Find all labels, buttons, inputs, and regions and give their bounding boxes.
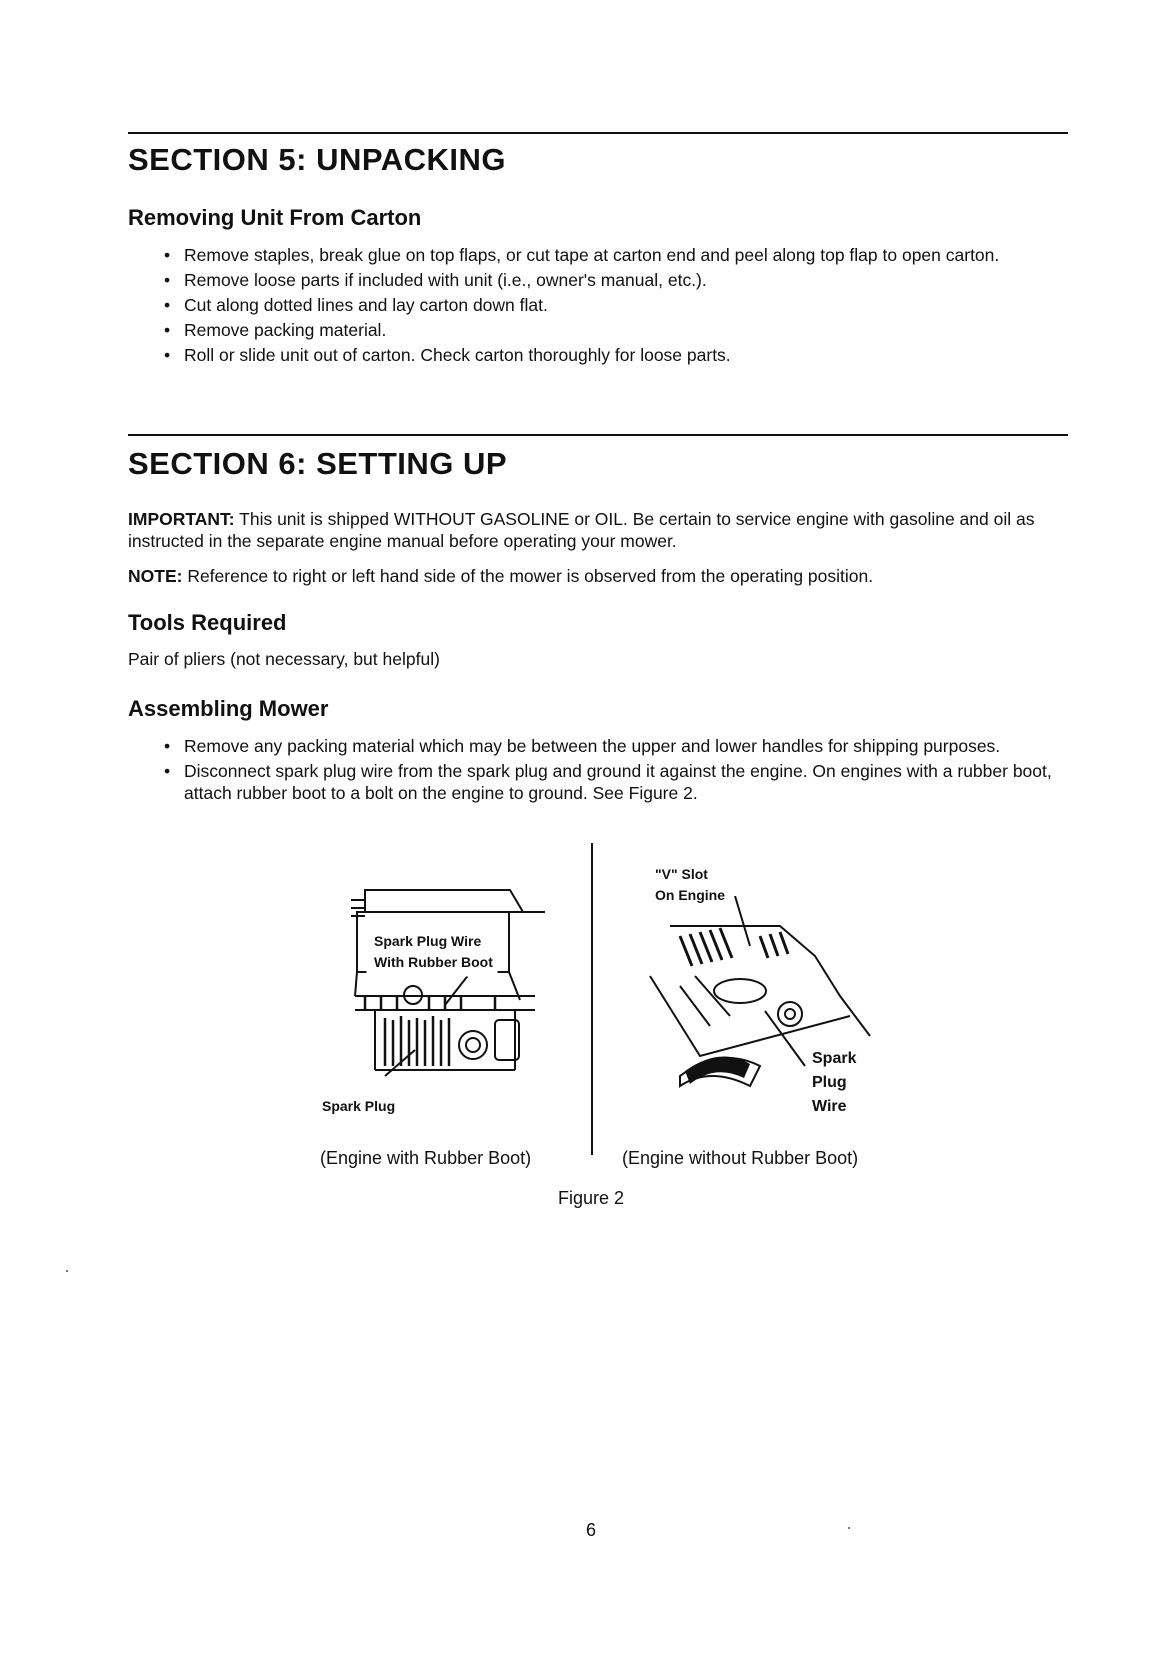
list-item: • Roll or slide unit out of carton. Check carton thoroughly for loose parts. (160, 344, 1070, 366)
list-item: • Cut along dotted lines and lay carton down flat. (160, 294, 1070, 316)
important-text: This unit is shipped WITHOUT GASOLINE or OIL. Be certain to service engine with gasoline and oil as instructed in the separate engine manual before operating your mower. (128, 509, 1035, 551)
important-notice (128, 508, 1068, 552)
spark-plug-wire-label (374, 933, 493, 971)
note-notice (128, 565, 1068, 587)
engine-with-rubber-boot-illustration (345, 870, 555, 1080)
page-number: 6 (586, 1520, 597, 1540)
assembling-mower-list (160, 735, 1070, 807)
removing-unit-heading: Removing Unit From Carton (128, 205, 422, 230)
scan-speck (66, 1270, 68, 1272)
figure-title: Figure 2 (558, 1188, 625, 1208)
v-slot-label (655, 866, 725, 904)
scan-speck (848, 1527, 850, 1529)
right-figure-caption: (Engine without Rubber Boot) (622, 1148, 859, 1168)
spark-plug-wire-label-line2: With Rubber Boot (374, 954, 493, 970)
assembling-mower-heading: Assembling Mower (128, 696, 329, 721)
removing-unit-list (160, 244, 1070, 369)
right-spark-plug-wire-label (812, 1047, 856, 1119)
section5-title: SECTION 5: UNPACKING (128, 142, 507, 177)
v-slot-label-line1: "V" Slot (655, 866, 708, 882)
right-spark-plug-wire-label-line2: Plug (812, 1074, 847, 1091)
left-figure-caption: (Engine with Rubber Boot) (320, 1148, 532, 1168)
v-slot-label-line2: On Engine (655, 887, 725, 903)
important-label: IMPORTANT: (128, 509, 235, 529)
figure-divider (591, 843, 593, 1155)
right-spark-plug-wire-label-line3: Wire (812, 1098, 847, 1115)
list-item: • Disconnect spark plug wire from the spark plug and ground it against the engine. On engines with a rubber boot, attach rubber boot to a bolt on the engine to ground. See Figure 2. (160, 760, 1070, 804)
section6-title: SECTION 6: SETTING UP (128, 446, 508, 481)
section5-rule (128, 132, 1068, 134)
spark-plug-wire-label-line1: Spark Plug Wire (374, 933, 482, 949)
right-spark-plug-wire-label-line1: Spark (812, 1050, 857, 1067)
list-item: • Remove packing material. (160, 319, 1070, 341)
note-label: NOTE: (128, 566, 183, 586)
spark-plug-label: Spark Plug (322, 1098, 396, 1114)
tools-required-text: Pair of pliers (not necessary, but helpful) (128, 649, 440, 669)
list-item: • Remove any packing material which may be between the upper and lower handles for shipping purposes. (160, 735, 1070, 757)
tools-required-heading: Tools Required (128, 610, 287, 635)
list-item: • Remove loose parts if included with unit (i.e., owner's manual, etc.). (160, 269, 1070, 291)
note-text: Reference to right or left hand side of the mower is observed from the operating position. (182, 566, 874, 586)
list-item: • Remove staples, break glue on top flaps, or cut tape at carton end and peel along top flap to open carton. (160, 244, 1070, 266)
section6-rule (128, 434, 1068, 436)
